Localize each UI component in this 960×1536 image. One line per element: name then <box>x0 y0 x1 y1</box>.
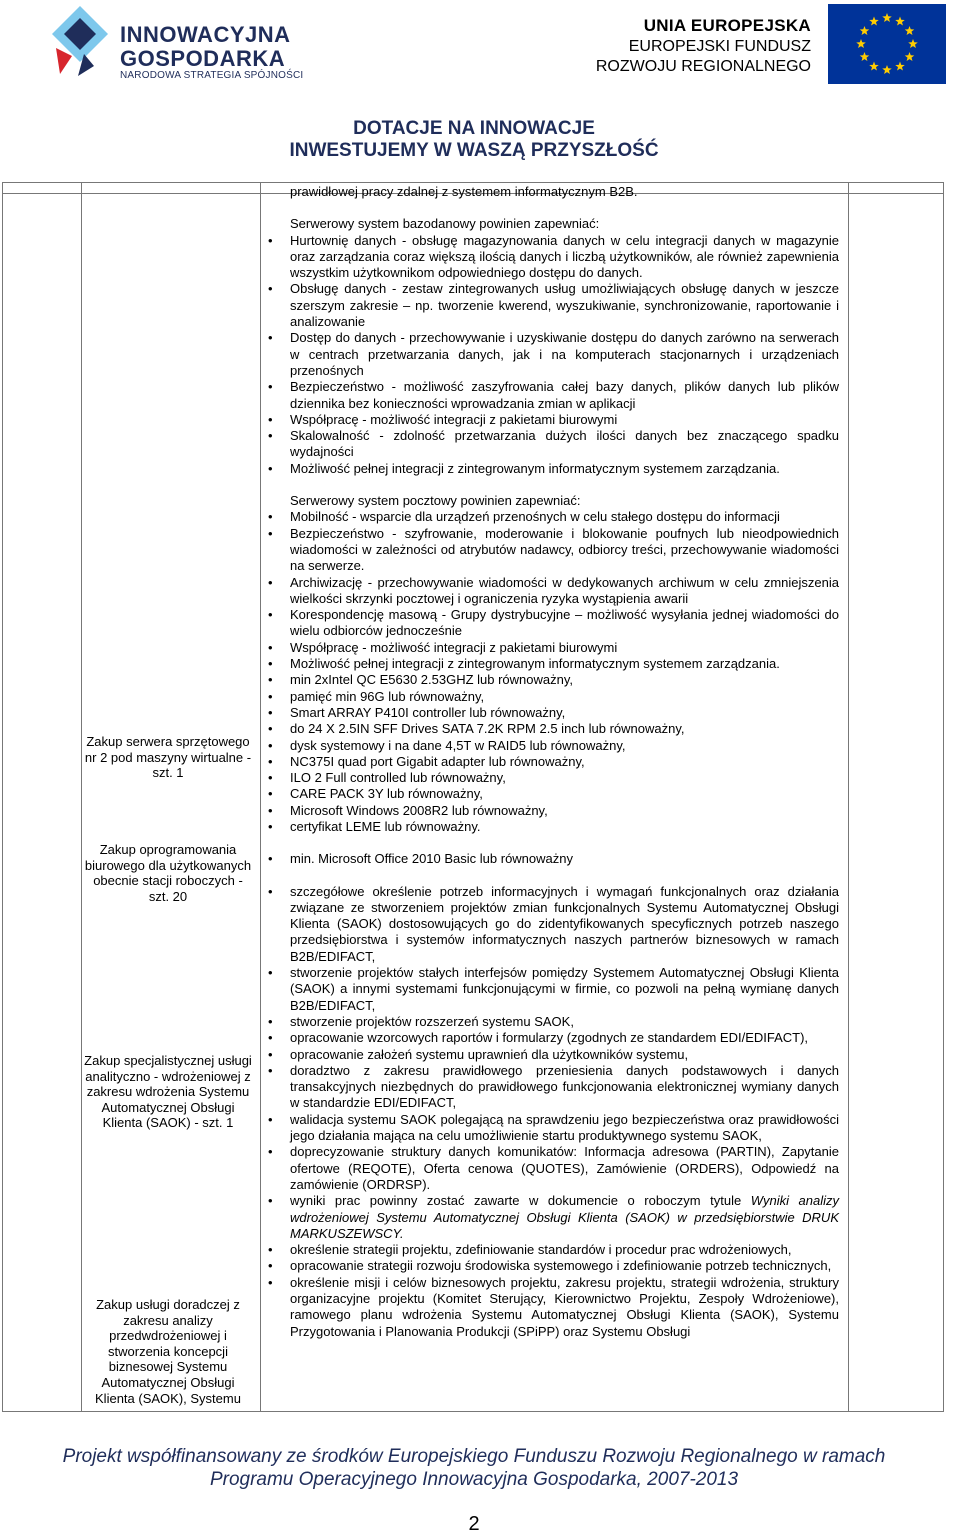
db-list <box>290 233 839 477</box>
list-item: • ILO 2 Full controlled lub równoważny, <box>290 770 839 786</box>
spacer <box>290 477 839 493</box>
spacer <box>290 868 839 884</box>
office-list <box>290 851 839 867</box>
list-item: • Współpracę - możliwość integracji z pakietami biurowymi <box>290 412 839 428</box>
saok-last-prefix: wyniki prac powinny zostać zawarte w dokumencie o roboczym tytule <box>290 1193 751 1209</box>
spacer <box>290 200 839 216</box>
left-cell-server: Zakup serwera sprzętowego nr 2 pod maszyny wirtualne - szt. 1 <box>84 734 252 781</box>
list-item: • Dostęp do danych - przechowywanie i uzyskiwanie dostępu do danych zarówno na serwerach w centrach przetwarzania danych, jak i na komputerach stacjonarnych i urządzeniach przenośnych <box>290 330 839 379</box>
logo-right-line2: EUROPEJSKI FUNDUSZ <box>628 38 811 55</box>
saok-last-title: Wyniki analizy wdrożeniowej Systemu Automatycznej Obsługi Klienta (SAOK) w przedsiębiorstwie DRUK MARKUSZEWSCY. <box>290 1193 839 1241</box>
eu-fund-logo <box>595 4 946 84</box>
list-item: • min. Microsoft Office 2010 Basic lub równoważny <box>290 851 839 867</box>
list-item: • stworzenie projektów stałych interfejsów pomiędzy Systemem Automatycznej Obsługi Klienta (SAOK) a innymi systemami funkcjonującymi w firmie, co pozwoli na pełną wymianę danych B2B/EDIFACT, <box>290 965 839 1014</box>
list-item: • opracowanie założeń systemu uprawnień dla użytkowników systemu, <box>290 1047 839 1063</box>
left-cell-office: Zakup oprogramowania biurowego dla użytkowanych obecnie stacji roboczych - szt. 20 <box>84 842 252 904</box>
innowacyjna-gospodarka-logo <box>50 4 310 84</box>
content-column <box>290 184 839 1340</box>
header-title-line2: INWESTUJEMY W WASZĄ PRZYSZŁOŚĆ <box>289 140 659 161</box>
logo-right-line3: ROZWOJU REGIONALNEGO <box>595 58 811 75</box>
list-item: • NC375I quad port Gigabit adapter lub równoważny, <box>290 754 839 770</box>
list-item: • stworzenie projektów rozszerzeń systemu SAOK, <box>290 1014 839 1030</box>
spacer <box>290 835 839 851</box>
list-item: • szczegółowe określenie potrzeb informacyjnych i wymagań funkcjonalnych oraz działania związane ze stworzeniem projektów zmian funkcjonalnych Systemu Automatycznej Obsługi Klienta (SAOK) dostosowujących go do zidentyfikowanych specyficznych potrzeb naszego przedsiębiorstwa i systemów informatycznych naszych partnerów biznesowych w ramach B2B/EDIFACT, <box>290 884 839 965</box>
mail-intro: Serwerowy system pocztowy powinien zapewniać: <box>290 493 581 509</box>
list-item: • doprecyzowanie struktury danych komunikatów: Informacja adresowa (PARTIN), Zapytanie ofertowe (REQOTE), Oferta cenowa (QUOTES), Zamówienie (ORDERS), Odpowiedź na zamówienie (ORDRSP). <box>290 1144 839 1193</box>
list-item: • walidacja systemu SAOK polegającą na sprawdzeniu jego bezpieczeństwa oraz prawidłowości jego działania mająca na celu umożliwienie startu produktywnego systemu SAOK, <box>290 1112 839 1145</box>
list-item: • pamięć min 96G lub równoważny, <box>290 689 839 705</box>
list-item: • Możliwość pełnej integracji z zintegrowanym informatycznym systemem zarządzania. <box>290 656 839 672</box>
list-item: • Współpracę - możliwość integracji z pakietami biurowymi <box>290 640 839 656</box>
logo-left-line2: GOSPODARKA <box>120 46 286 71</box>
list-item: • Korespondencję masową - Grupy dystrybucyjne – możliwość wysyłania jednej wiadomości do wielu odbiorców jednocześnie <box>290 607 839 640</box>
logo-left-line3: NARODOWA STRATEGIA SPÓJNOŚCI <box>120 70 304 81</box>
innowacyjna-gospodarka-logo-mark <box>50 4 110 80</box>
list-item: • opracowanie wzorcowych raportów i formularzy (zgodnych ze standardem EDI/EDIFACT), <box>290 1030 839 1046</box>
list-item <box>290 1193 839 1242</box>
footer-line1: Projekt współfinansowany ze środków Europejskiego Funduszu Rozwoju Regionalnego w ramach <box>62 1446 886 1467</box>
table-col-divider <box>81 183 82 1411</box>
page-number: 2 <box>468 1513 480 1535</box>
list-item: • Możliwość pełnej integracji z zintegrowanym informatycznym systemem zarządzania. <box>290 461 839 477</box>
list-item: • Smart ARRAY P410I controller lub równoważny, <box>290 705 839 721</box>
list-item: • Obsługę danych - zestaw zintegrowanych usług umożliwiających obsługę danych w jeszcze szerszym zakresie – np. tworzenie kwerend, wyszukiwanie, synchronizowanie, raportowanie i analizowanie <box>290 281 839 330</box>
list-item: • dysk systemowy i na dane 4,5T w RAID5 lub równoważny, <box>290 738 839 754</box>
list-item: • Bezpieczeństwo - możliwość zaszyfrowania całej bazy danych, plików danych lub plików dziennika bez konieczności wprowadzania zmian w aplikacji <box>290 379 839 412</box>
list-item: • do 24 X 2.5IN SFF Drives SATA 7.2K RPM 2.5 inch lub równoważny, <box>290 721 839 737</box>
list-item: • Hurtownię danych - obsługę magazynowania danych w celu integracji danych w magazynie oraz zarządzania coraz większą ilością danych i liczbą użytkowników, ale również zapewnienia wszystkim użytkownikom odpowiedniego dostępu do danych. <box>290 233 839 282</box>
list-item: • Skalowalność - zdolność przetwarzania dużych ilości danych bez znaczącego spadku wydajności <box>290 428 839 461</box>
header-title-line1: DOTACJE NA INNOWACJE <box>353 118 595 139</box>
logo-left-line1: INNOWACYJNA <box>120 22 291 47</box>
db-intro: Serwerowy system bazodanowy powinien zapewniać: <box>290 216 600 232</box>
list-item: • Mobilność - wsparcie dla urządzeń przenośnych w celu stałego dostępu do informacji <box>290 509 839 525</box>
table-col-divider <box>848 183 849 1411</box>
eu-flag-icon <box>828 4 946 84</box>
left-cell-saok: Zakup specjalistycznej usługi analityczno - wdrożeniowej z zakresu wdrożenia Systemu Automatycznej Obsługi Klienta (SAOK) - szt. 1 <box>84 1053 252 1131</box>
list-item: • CARE PACK 3Y lub równoważny, <box>290 786 839 802</box>
left-cell-advisory: Zakup usługi doradczej z zakresu analizy przedwdrożeniowej i stworzenia koncepcji biznesowej Systemu Automatycznej Obsługi Klienta (SAOK), Systemu <box>95 1297 241 1406</box>
list-item: • określenie strategii projektu, zdefiniowanie standardów i procedur prac wdrożeniowych, <box>290 1242 839 1258</box>
logo-right-line1: UNIA EUROPEJSKA <box>643 16 811 35</box>
table-col-divider <box>260 183 261 1411</box>
list-item: • Archiwizację - przechowywanie wiadomości w dedykowanych archiwum w celu zmniejszenia wielkości skrzynki pocztowej i ograniczenia ryzyka wystąpienia awarii <box>290 575 839 608</box>
saok-list <box>290 884 839 1340</box>
list-item: • określenie misji i celów biznesowych projektu, zakresu projektu, strategii wdrożenia, struktury organizacyjne projektu (Komitet Sterujący, Kierownictwo Projektu, Zespoły Wdrożeniowe), ramowego planu wdrożenia Systemu Automatycznej Obsługi Klienta (SAOK), Systemu Przygotowania i Planowania Produkcji (SPiPP) oraz Systemu Obsługi <box>290 1275 839 1340</box>
footer-line2: Programu Operacyjnego Innowacyjna Gospodarka, 2007-2013 <box>209 1469 739 1490</box>
top-line: prawidłowej pracy zdalnej z systemem informatycznym B2B. <box>290 184 638 199</box>
mail-list <box>290 509 839 835</box>
list-item: • Bezpieczeństwo - szyfrowanie, moderowanie i blokowanie poufnych lub nieodpowiednich wiadomości w zależności od atrybutów nadawcy, odbiorcy treści, przechowywanie wiadomości na serwerze. <box>290 526 839 575</box>
list-item: • doradztwo z zakresu prawidłowego przeniesienia danych podstawowych i danych transakcyjnych niezbędnych do prawidłowego funkcjonowania elektronicznej wymiany danych w standardzie EDI/EDIFACT, <box>290 1063 839 1112</box>
list-item: • Microsoft Windows 2008R2 lub równoważny, <box>290 803 839 819</box>
list-item: • min 2xIntel QC E5630 2.53GHZ lub równoważny, <box>290 672 839 688</box>
list-item: • opracowanie strategii rozwoju środowiska systemowego i zdefiniowanie potrzeb technicznych, <box>290 1258 839 1274</box>
list-item: • certyfikat LEME lub równoważny. <box>290 819 839 835</box>
